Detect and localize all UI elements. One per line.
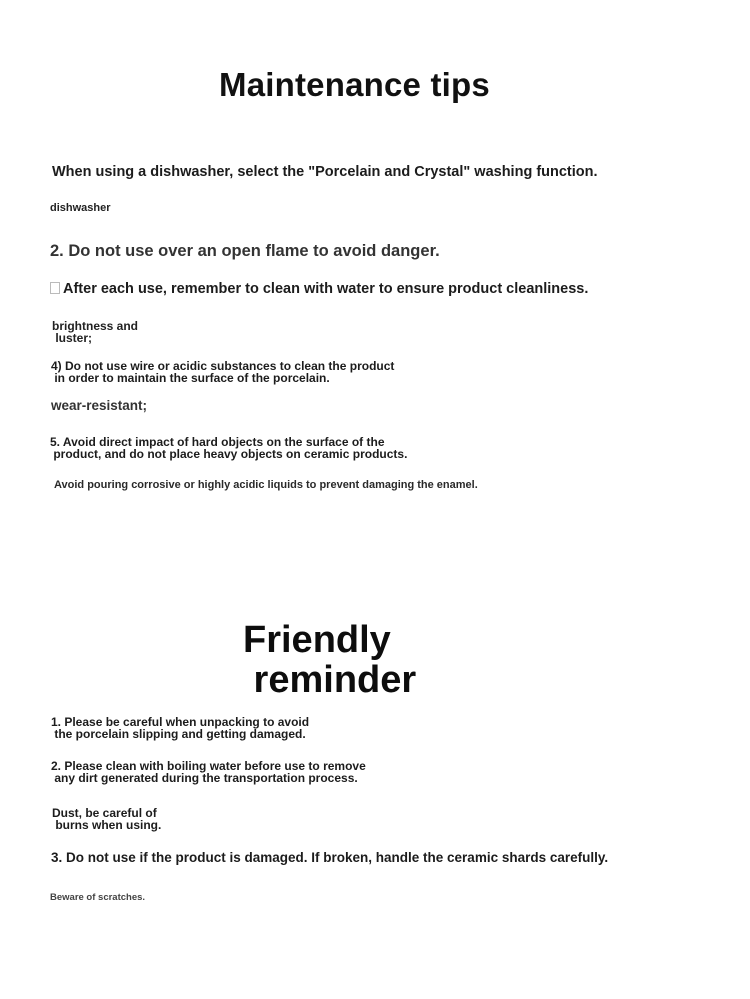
reminder-burns: Dust, be careful of burns when using. xyxy=(52,806,162,832)
reminder-unpacking: 1. Please be careful when unpacking to avoid the porcelain slipping and getting damaged. xyxy=(51,715,310,741)
friendly-reminder-title: Friendly reminder xyxy=(243,619,417,701)
tip-avoid-impact: 5. Avoid direct impact of hard objects on the surface of the product, and do not place heavy objects on ceramic products. xyxy=(50,435,408,461)
tip-clean-after-use-text: After each use, remember to clean with water to ensure product cleanliness. xyxy=(63,281,589,297)
tip-clean-after-use xyxy=(50,281,588,297)
tip-wear-resistant: wear-resistant; xyxy=(51,398,148,413)
reminder-damaged-product: 3. Do not use if the product is damaged. If broken, handle the ceramic shards carefully. xyxy=(51,850,609,865)
tip-dishwasher-label: dishwasher xyxy=(50,202,111,214)
tip-dishwasher-function: When using a dishwasher, select the "Porcelain and Crystal" washing function. xyxy=(52,164,598,180)
tip-brightness: brightness and luster; xyxy=(52,319,139,345)
reminder-boiling-water: 2. Please clean with boiling water before use to remove any dirt generated during the transportation process. xyxy=(51,759,366,785)
reminder-scratches: Beware of scratches. xyxy=(50,892,146,903)
tip-corrosive-liquids: Avoid pouring corrosive or highly acidic liquids to prevent damaging the enamel. xyxy=(54,479,478,491)
missing-glyph-icon xyxy=(50,282,60,294)
tip-open-flame: 2. Do not use over an open flame to avoid danger. xyxy=(50,242,440,260)
maintenance-tips-title: Maintenance tips xyxy=(219,66,490,103)
tip-no-wire: 4) Do not use wire or acidic substances to clean the product in order to maintain the surface of the porcelain. xyxy=(51,359,395,385)
